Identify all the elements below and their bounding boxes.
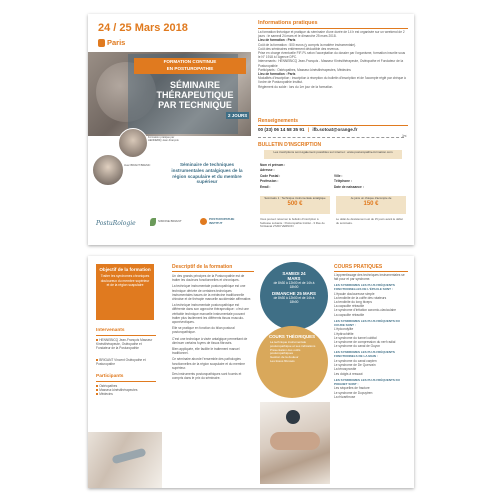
field-naissance[interactable]: Date de naissance : [334, 184, 364, 189]
square-bullet-icon [96, 339, 98, 341]
info-title: Informations pratiques [258, 20, 318, 26]
duration-badge: 2 JOURS [228, 113, 248, 118]
logo-posturologie: PostuRologie [96, 220, 136, 227]
formation-line-2: EN POSTUROPATHIE [166, 66, 214, 71]
info-block: La formation théorique et pratique du séminaire d'une durée de 14 h est organisée sur un weekend de 2 jours : le samedi 24 mars et le dimanche 25 mars 2018. Lieu de formation : Paris Coût de la formation : 500 euros (y compris la matière instrumentale). Coût des séminaires entièrement déductible des revenus. Prise en charge éventuelle FIF-PL selon l'acceptation du dossier par l'organisme, formation inscrite sous le N° 1918 à l'Agence DPC. Intervenants : HENNEBICQ Jean-François - Masseur Kinésithérapeute, Ostéopathe et Fondateur de la Posturopathie Participants : Ostéopathes, Masseur-kinésithérapeutes, Médecins Lieu de formation : Paris Modalités d'inscription : inscription à réception du bulletin d'inscription et de l'acompte réglé par chèque à l'ordre de Posturopathie Institut. Règlement du solde : lors du 1er jour de la formation. [258, 30, 406, 89]
back-brochure-panel [88, 256, 414, 488]
cours-theoriques-title: COURS THÉORIQUES [268, 334, 316, 339]
email-address[interactable]: ifb.sotoat@orange.fr [312, 127, 358, 132]
descriptif-title: Descriptif de la formation [172, 264, 233, 270]
list-item: Masseur-kinésithérapeutes [96, 388, 156, 392]
withdrawal-note: Le délai de désistement est de 15 jours avant le début du séminaire. [336, 217, 404, 225]
formation-title-box [134, 58, 246, 74]
field-profession[interactable]: Profession : [260, 179, 279, 184]
list-item: Médecins [96, 392, 156, 396]
bulletin-title: BULLETIN D'INSCRIPTION [258, 142, 322, 148]
list-item: La rhizarthrose [334, 394, 356, 399]
list-item: Présentation des outils posturopathiques [270, 347, 301, 356]
list-item: La capsulite rétractile [334, 312, 365, 317]
form-fields [260, 163, 408, 190]
cours-pratiques-intro: L'apprentissage des techniques instrumentales se fait pour et par syndrome. [334, 273, 405, 282]
list-item: Le syndrome d'irritation acromio-claviculaire [334, 308, 397, 313]
main-title [140, 80, 250, 110]
list-item: Le syndrome de Dupuytren [334, 390, 373, 395]
renseignements-title: Renseignements [258, 118, 299, 124]
logo-institut: POSTUROPATHIE INSTITUT [200, 218, 239, 225]
list-item: Les tissus fibrosés [270, 358, 295, 363]
price-box-left: Séminaire 1 : Technique instrumentale antalgique 500 € [260, 196, 330, 214]
participants-list [96, 384, 156, 397]
schedule-time-2: de 8h30 à 12h00 et de 14h à 18h00 [273, 296, 315, 304]
formation-line-1: FORMATION CONTINUE [163, 59, 217, 64]
square-bullet-icon [96, 393, 98, 395]
list-item: Le syndrome du tunnel cubital [334, 335, 377, 340]
section-poignet: LES SYNDROMES LES PLUS FRÉQUENTS DU POIGNET SONT : Les séquelles de fracture Le syndrome de Dupuytren La rhizarthrose [334, 379, 410, 399]
institute-icon [200, 218, 207, 225]
syndromes-list [334, 284, 410, 399]
intervenants-title: Intervenants [96, 328, 125, 333]
front-brochure-panel [88, 14, 414, 245]
intervenant-1: HENNEBICQ Jean-François Masseur Kinésithérapeute, Ostéopathe et Fondateur de la Posturopathie [96, 338, 153, 351]
author-photo-2 [92, 154, 124, 186]
list-item: Les séquelles de fracture [334, 386, 370, 391]
schedule-circle [260, 262, 328, 330]
square-bullet-icon [96, 389, 98, 391]
field-ville[interactable]: Ville : [334, 173, 343, 178]
schedule-day-1: SAMEDI 24 MARS [282, 271, 306, 281]
list-item: L'épitrochléite [334, 331, 354, 336]
objectif-text: Traiter les syndromes chroniques douloureux du membre supérieur et de la région scapulaire [100, 274, 150, 288]
title-par-technique: PAR TECHNIQUE [158, 100, 232, 110]
list-item: Ostéopathes [96, 384, 156, 388]
section-epaule: LES SYNDROMES LES PLUS FRÉQUENTS FONCTIONNELLES DE L'ÉPAULE SONT : L'épaule douloureuse simple La tendinite de la coiffe des rotateurs La tendinite du long biceps La capsulite rétractile Le syndrome d'irritation acromio-claviculaire La capsulite rétractile [334, 284, 410, 317]
descriptif-text: Un des grands principes de la Posturopathie est de traiter les douleurs fonctionnelles et chroniques. La technique instrumentale posturopathique est une technique dérivée de certaines techniques instrumentales issues de la médecine traditionnelle chinoise et de thérapie manuelle accidentale affirmative. La technique instrumentale posturopathique est différente dans son approche thérapeutique : c'est une véritable technique manuelle instrumentale pouvant traiter plus facilement les différents tissus musculo-aponévrotiques. Elle se pratique en fonction du bilan postural posturopathique. C'est une technique à visée antalgique permettant de diminuer certains foyers de tissus fibrosés. Bien appliquée, elle facilite le traitement manuel traditionnel. Ce séminaire aborde l'ensemble des pathologies fonctionnelles de la région scapulaire et du membre supérieur. Des instruments posturopathiques sont fournis et compris dans le prix du séminaire. [172, 274, 252, 381]
section-coude: LES SYNDROMES LES PLUS FRÉQUENTS DU COUDE SONT : L'épicondylite L'épitrochléite Le syndrome du tunnel cubital Le syndrome de compression du nerf radial Le syndrome du canal de Guyon [334, 320, 410, 349]
author-caption-1: Formation pratique par HENNEBIQ Jean-François [148, 136, 179, 143]
square-bullet-icon [96, 385, 98, 387]
intervenant-2: BRIGANT Vincent Ostéopathe et Posturopathe [96, 358, 146, 367]
list-item: La technique instrumentale posturopathique et ses indications [270, 340, 316, 348]
list-item: Gestion de la douleur [270, 355, 299, 360]
title-therapeutique: THÉRAPEUTIQUE [156, 90, 234, 100]
event-date: 24 / 25 Mars 2018 [98, 22, 188, 34]
list-item: L'épaule douloureuse simple [334, 291, 375, 296]
list-item: Les doigts à ressaut [334, 371, 363, 376]
square-bullet-icon [96, 359, 98, 361]
list-item: Le syndrome de compression du nerf radial [334, 340, 396, 345]
field-code-postal[interactable]: Code Postal : [260, 173, 281, 178]
contact-line: 00 (33) 06 14 58 35 91 | ifb.sotoat@orange.fr [258, 127, 358, 132]
list-item: Le syndrome du canal carpien [334, 359, 377, 364]
list-item: Le syndrome de De Quervain [334, 363, 376, 368]
phone-number[interactable]: 00 (33) 06 14 58 35 91 [258, 127, 305, 132]
list-item: L'épicondylite [334, 327, 354, 332]
participants-title: Participants [96, 374, 124, 379]
leaf-icon [150, 218, 156, 226]
cours-theoriques-circle [256, 326, 328, 398]
city-badge [98, 38, 125, 47]
price-box-right: Je joins un chèque d'acompte de 150 € [336, 196, 406, 214]
author-caption-2: Avec BRIANT BRENIC [124, 164, 151, 167]
objectif-box [96, 264, 154, 320]
field-email[interactable]: Email : [260, 184, 271, 189]
schedule-time-1: de 8h30 à 12h00 et de 14h à 18h00 [273, 281, 315, 289]
author-photo-1 [118, 128, 148, 158]
list-item: Le syndrome du canal de Guyon [334, 344, 381, 349]
field-nom[interactable]: Nom et prénom : [260, 163, 286, 167]
field-telephone[interactable]: Téléphone : [334, 179, 352, 184]
price-right-value: 150 € [363, 200, 379, 207]
logo-simone: SIMONE BRIANT [150, 218, 182, 226]
city-label: Paris [107, 38, 126, 47]
title-seminaire: SÉMINAIRE [169, 80, 220, 90]
cut-line [258, 137, 404, 138]
schedule-day-2: DIMANCHE 25 MARS [272, 291, 316, 296]
bulletin-note-box: Les inscriptions sont également possibles sur internet : www.posturopathie-formation.com [264, 150, 402, 159]
list-item: La tendinite de la coiffe des rotateurs [334, 295, 387, 300]
section-main: LES SYNDROMES LES PLUS FRÉQUENTS FONCTIONNELS DE LA MAIN : Le syndrome du canal carpien Le syndrome de De Quervain La ténosynovite Les doigts à ressaut [334, 351, 410, 375]
objectif-title: Objectif de la formation [99, 267, 151, 272]
list-item: La tendinite du long biceps [334, 300, 372, 304]
price-left-value: 500 € [287, 200, 303, 207]
list-item: La capsulite rétractile [334, 304, 365, 309]
list-item: La ténosynovite [334, 367, 357, 372]
location-pin-icon [98, 39, 105, 47]
subtitle: Séminaire de techniques instrumentales antalgiques de la région scapulaire et du membre supérieur [171, 162, 243, 185]
scissors-icon: ✂ [402, 134, 408, 140]
return-address: Vous pouvez retourner le bulletin d'inscription à l'adresse suivante : Posturopathie Institut - 3 Rue de l'Artisanat 27200 VERNON [260, 217, 325, 229]
field-adresse[interactable]: Adresse : [260, 168, 275, 173]
cours-pratiques-title: COURS PRATIQUES [334, 264, 383, 270]
massage-photo [260, 402, 330, 484]
